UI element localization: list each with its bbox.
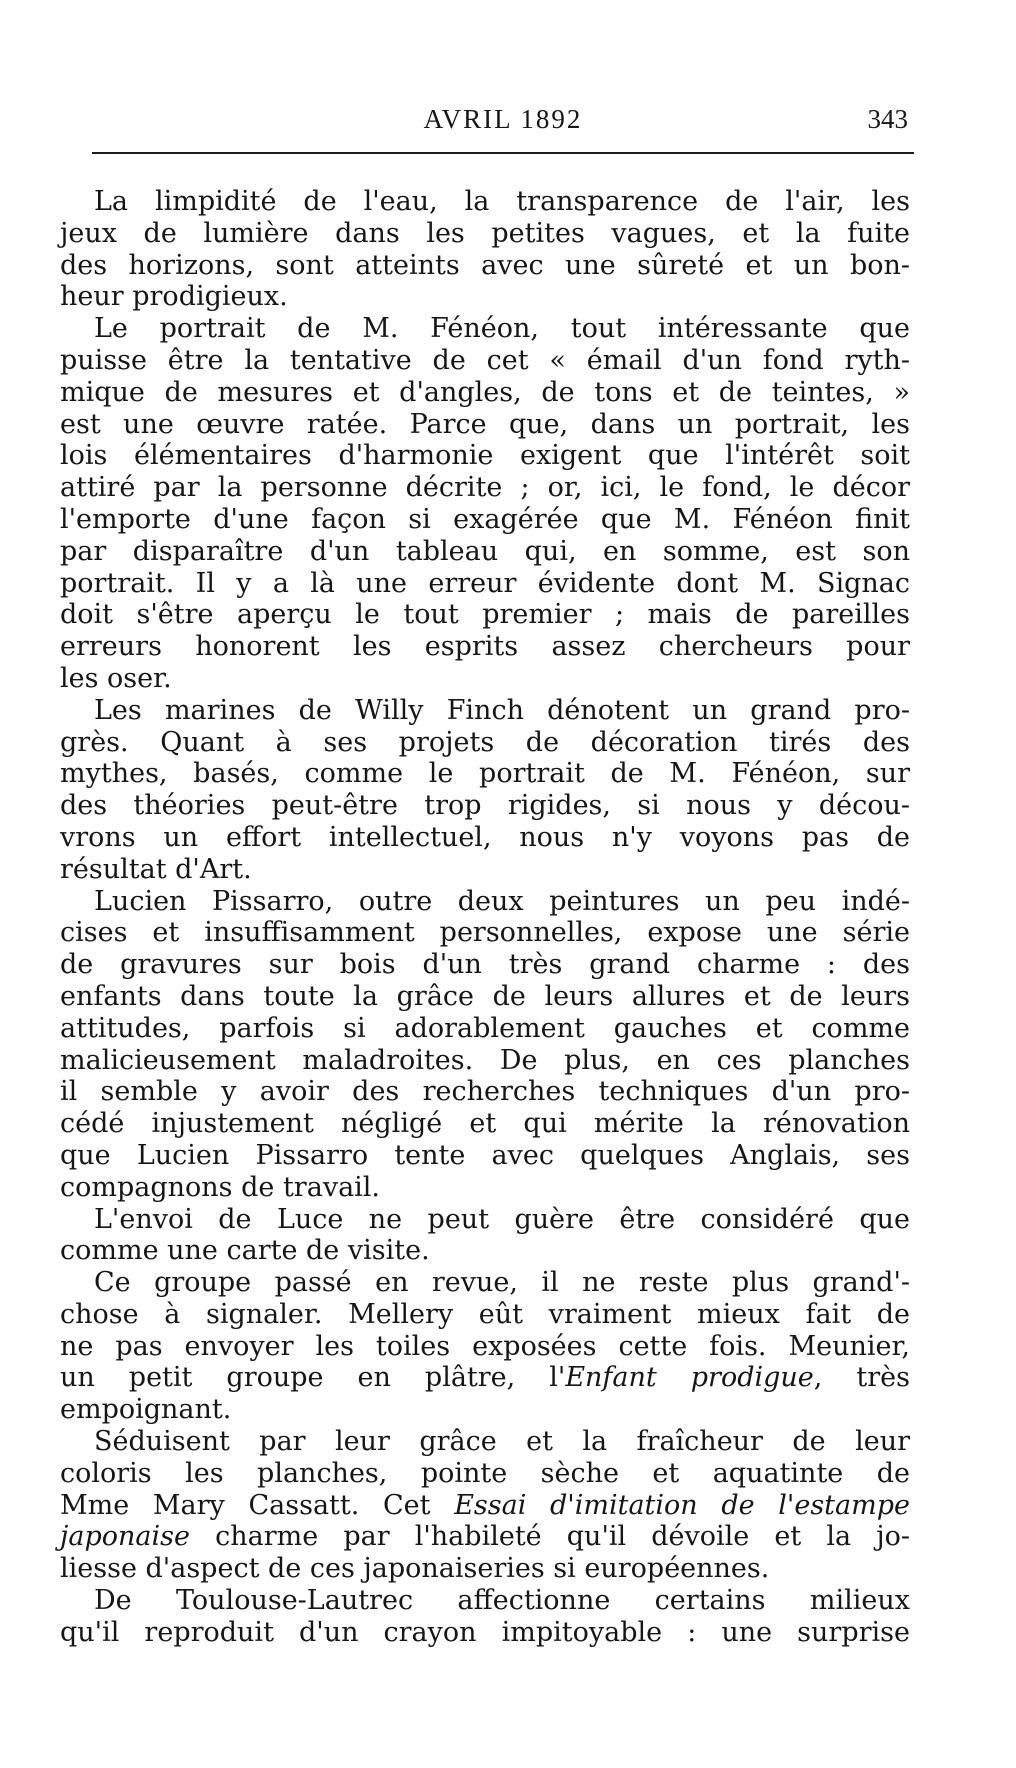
- text-line: [60, 949, 910, 981]
- header-rule: [92, 152, 914, 154]
- text-line: [60, 345, 910, 377]
- text-line: [60, 281, 910, 313]
- text-line: [60, 409, 910, 441]
- text-run: l'emporte d'une façon si exagérée que M. Fénéon finit: [60, 503, 910, 535]
- text-line: [60, 472, 910, 504]
- text-line: [60, 790, 910, 822]
- text-run: mique de mesures et d'angles, de tons et de teintes, »: [60, 376, 910, 408]
- text-run: Les marines de Willy Finch dénotent un grand pro-: [94, 694, 910, 726]
- text-run: est une œuvre ratée. Parce que, dans un portrait, les: [60, 408, 910, 440]
- italic-title: japonaise: [60, 1521, 190, 1553]
- text-line: [60, 440, 910, 472]
- text-line: [60, 758, 910, 790]
- text-line: [60, 1426, 910, 1458]
- text-run: portrait. Il y a là une erreur évidente dont M. Signac: [60, 567, 910, 599]
- text-line: [60, 1076, 910, 1108]
- text-line: [60, 727, 910, 759]
- text-line: [60, 917, 910, 949]
- text-run: par disparaître d'un tableau qui, en somme, est son: [60, 535, 910, 567]
- text-run: charme par l'habileté qu'il dévoile et la jo-: [189, 1521, 910, 1553]
- text-run: De Toulouse-Lautrec affectionne certains milieux: [94, 1585, 910, 1617]
- text-run: ne pas envoyer les toiles exposées cette fois. Meunier,: [60, 1330, 910, 1362]
- paragraph: [60, 186, 910, 313]
- text-line: [60, 695, 910, 727]
- text-line: [60, 1172, 910, 1204]
- text-line: [60, 1267, 910, 1299]
- text-run: il semble y avoir des recherches techniques d'un pro-: [60, 1076, 910, 1108]
- text-line: [60, 1617, 910, 1649]
- text-line: [60, 1140, 910, 1172]
- text-run: doit s'être aperçu le tout premier ; mais de pareilles: [60, 599, 910, 631]
- paragraph: [60, 1426, 910, 1585]
- text-line: [60, 504, 910, 536]
- text-run: lois élémentaires d'harmonie exigent que l'intérêt soit: [60, 440, 910, 472]
- text-run: , très: [813, 1362, 910, 1394]
- paragraph: [60, 313, 910, 695]
- text-line: [60, 1394, 910, 1426]
- text-run: chose à signaler. Mellery eût vraiment mieux fait de: [60, 1298, 910, 1330]
- paragraph: [60, 886, 910, 1204]
- text-line: [60, 1362, 910, 1394]
- text-run: qu'il reproduit d'un crayon impitoyable : une surprise: [60, 1616, 910, 1648]
- text-run: mythes, basés, comme le portrait de M. Fénéon, sur: [60, 758, 910, 790]
- text-run: L'envoi de Luce ne peut guère être considéré que: [94, 1203, 910, 1235]
- text-run: attiré par la personne décrite ; or, ici, le fond, le décor: [60, 472, 910, 504]
- text-line: [60, 1490, 910, 1522]
- text-run: les oser.: [60, 662, 172, 694]
- text-run: cises et insuffisamment personnelles, expose une série: [60, 917, 910, 949]
- text-run: liesse d'aspect de ces japonaiseries si européennes.: [60, 1553, 770, 1585]
- italic-title: Essai d'imitation de l'estampe: [454, 1489, 910, 1521]
- text-line: [60, 313, 910, 345]
- text-line: [60, 1013, 910, 1045]
- text-line: [60, 1045, 910, 1077]
- text-line: [60, 981, 910, 1013]
- text-run: erreurs honorent les esprits assez chercheurs pour: [60, 631, 910, 663]
- text-line: [60, 186, 910, 218]
- text-line: [60, 886, 910, 918]
- text-line: [60, 1553, 910, 1585]
- text-line: [60, 1204, 910, 1236]
- text-run: de gravures sur bois d'un très grand charme : des: [60, 949, 910, 981]
- text-run: Lucien Pissarro, outre deux peintures un peu indé-: [94, 885, 910, 917]
- text-run: vrons un effort intellectuel, nous n'y voyons pas de: [60, 821, 910, 853]
- text-line: [60, 568, 910, 600]
- text-line: [60, 1521, 910, 1553]
- text-run: puisse être la tentative de cet « émail d'un fond ryth-: [60, 344, 910, 376]
- paragraph: [60, 1204, 910, 1268]
- text-run: Ce groupe passé en revue, il ne reste plus grand'-: [94, 1267, 910, 1299]
- text-line: [60, 1585, 910, 1617]
- text-run: cédé injustement négligé et qui mérite la rénovation: [60, 1108, 910, 1140]
- text-run: un petit groupe en plâtre, l': [60, 1362, 566, 1394]
- text-run: des horizons, sont atteints avec une sûreté et un bon-: [60, 249, 910, 281]
- text-line: [60, 1299, 910, 1331]
- text-run: La limpidité de l'eau, la transparence de l'air, les: [94, 186, 910, 217]
- running-title: AVRIL 1892: [423, 104, 583, 134]
- page-header: [94, 100, 912, 144]
- text-line: [60, 599, 910, 631]
- text-line: [60, 377, 910, 409]
- text-run: comme une carte de visite.: [60, 1235, 430, 1267]
- text-run: jeux de lumière dans les petites vagues, et la fuite: [60, 217, 910, 249]
- paragraph: [60, 1267, 910, 1426]
- text-run: que Lucien Pissarro tente avec quelques Anglais, ses: [60, 1139, 910, 1171]
- text-run: Le portrait de M. Fénéon, tout intéressante que: [94, 313, 910, 345]
- text-line: [60, 250, 910, 282]
- text-run: Mme Mary Cassatt. Cet: [60, 1489, 455, 1521]
- text-run: résultat d'Art.: [60, 853, 252, 885]
- text-line: [60, 1108, 910, 1140]
- text-run: empoignant.: [60, 1394, 232, 1426]
- paragraph: [60, 695, 910, 886]
- text-line: [60, 536, 910, 568]
- text-run: enfants dans toute la grâce de leurs allures et de leurs: [60, 980, 910, 1012]
- text-line: [60, 663, 910, 695]
- text-line: [60, 854, 910, 886]
- text-line: [60, 631, 910, 663]
- text-run: attitudes, parfois si adorablement gauches et comme: [60, 1012, 910, 1044]
- text-line: [60, 822, 910, 854]
- text-line: [60, 1331, 910, 1363]
- italic-title: Enfant prodigue: [565, 1362, 814, 1394]
- text-run: malicieusement maladroites. De plus, en ces planches: [60, 1044, 910, 1076]
- text-run: heur prodigieux.: [60, 281, 288, 313]
- text-line: [60, 1458, 910, 1490]
- text-run: grès. Quant à ses projets de décoration tirés des: [60, 726, 910, 758]
- text-line: [60, 1235, 910, 1267]
- text-run: Séduisent par leur grâce et la fraîcheur de leur: [94, 1426, 910, 1458]
- paragraph: [60, 1585, 910, 1649]
- page-number: 343: [867, 104, 908, 134]
- text-run: compagnons de travail.: [60, 1171, 381, 1203]
- text-line: [60, 218, 910, 250]
- text-run: coloris les planches, pointe sèche et aquatinte de: [60, 1457, 910, 1489]
- body-text: [60, 186, 910, 1649]
- text-run: des théories peut-être trop rigides, si nous y décou-: [60, 790, 910, 822]
